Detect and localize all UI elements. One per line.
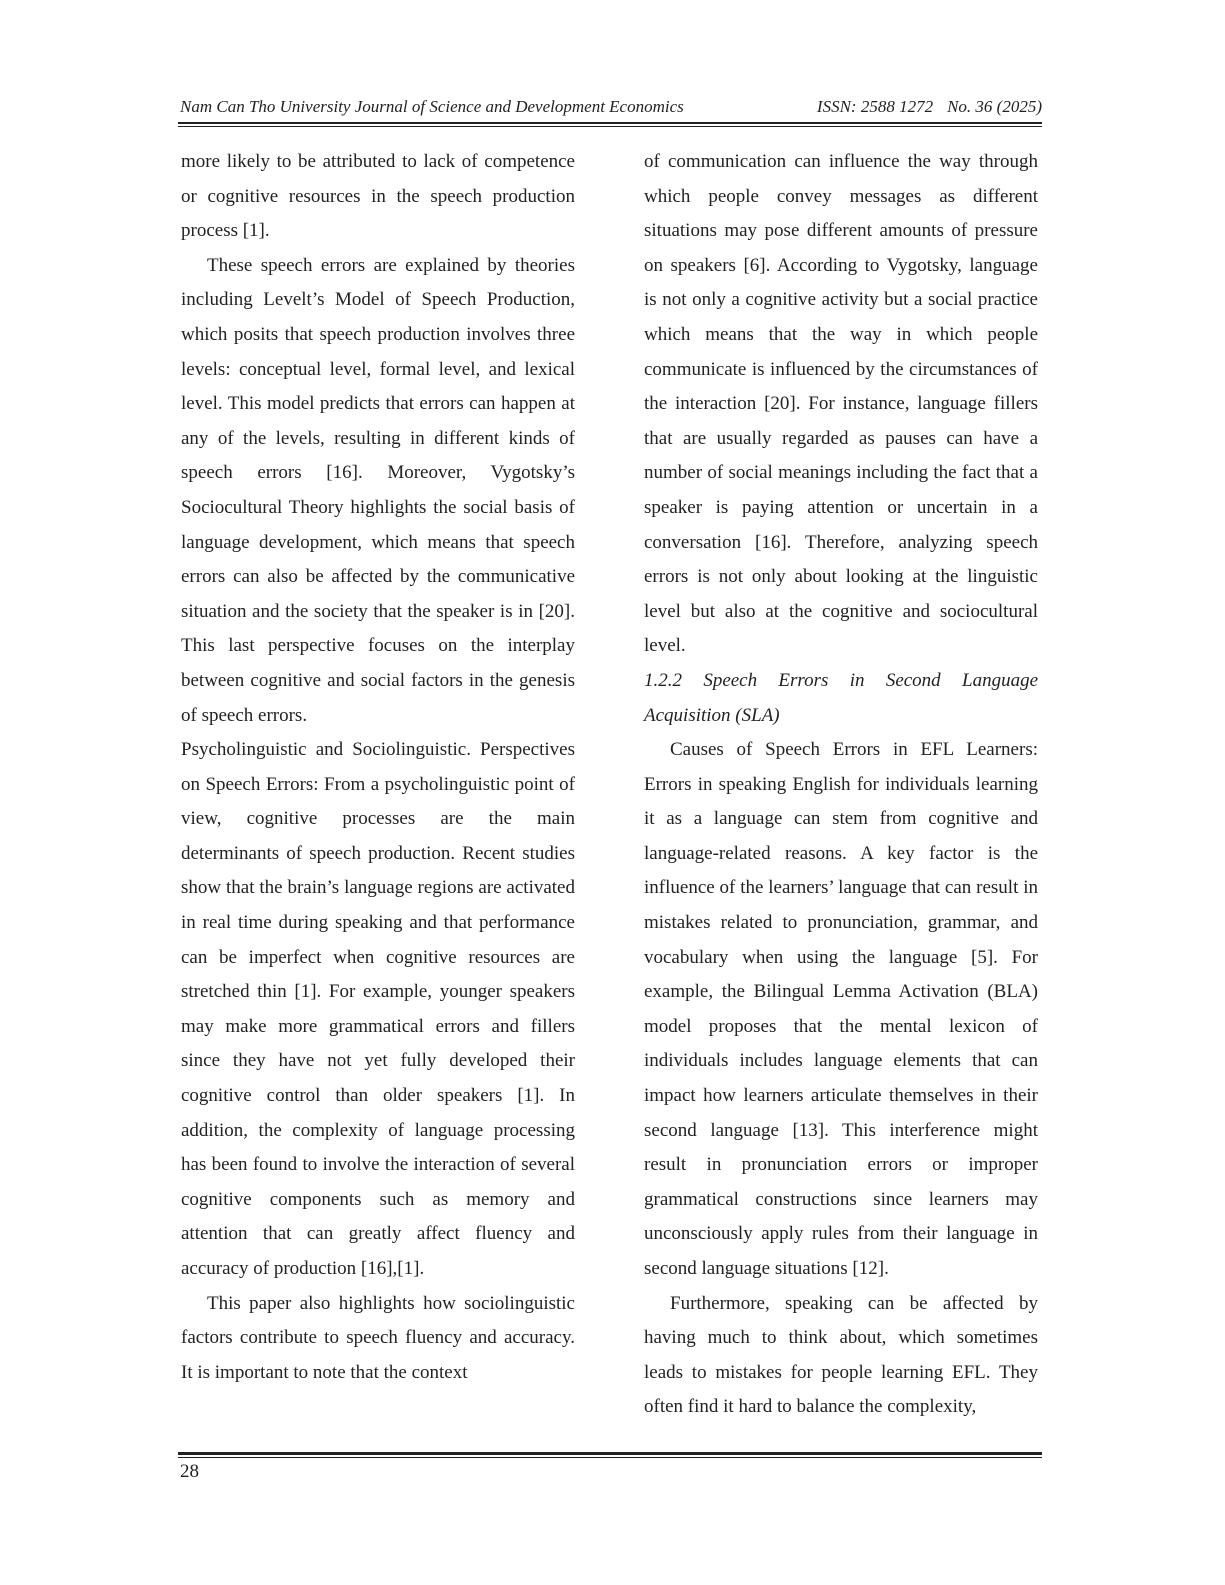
header-rule-thick xyxy=(178,122,1042,124)
footer-rule-thin xyxy=(178,1457,1042,1458)
right-column xyxy=(644,145,1038,1425)
section-heading: 1.2.2 Speech Errors in Second Language Acquisition (SLA) xyxy=(644,669,1038,726)
running-header xyxy=(180,97,1042,121)
header-rule-thin xyxy=(178,126,1042,127)
journal-title: Nam Can Tho University Journal of Science and Development Economics xyxy=(180,97,684,116)
footer-rule-thick xyxy=(178,1452,1042,1455)
paragraph: Causes of Speech Errors in EFL Learners: Errors in speaking English for individuals learning it as a language can stem from cognitive and language-related reasons. A key factor is the influence of the learners’ language that can result in mistakes related to pronunciation, grammar, and vocabulary when using the language [5]. For example, the Bilingual Lemma Activation (BLA) model proposes that the mental lexicon of individuals includes language elements that can impact how learners articulate themselves in their second language [13]. This interference might result in pronunciation errors or improper grammatical constructions since learners may unconsciously apply rules from their language in second language situations [12]. xyxy=(644,739,1038,1279)
paragraph: This paper also highlights how sociolinguistic factors contribute to speech fluency and accuracy. It is important to note that the context xyxy=(181,1292,575,1383)
issn-text: ISSN: 2588 1272 xyxy=(816,97,934,116)
page-number: 28 xyxy=(180,1461,199,1482)
paragraph: Psycholinguistic and Sociolinguistic. Perspectives on Speech Errors: From a psycholinguistic point of view, cognitive processes are the main determinants of speech production. Recent studies show that the brain’s language regions are activated in real time during speaking and that performance can be imperfect when cognitive resources are stretched thin [1]. For example, younger speakers may make more grammatical errors and fillers since they have not yet fully developed their cognitive control than older speakers [1]. In addition, the complexity of language processing has been found to involve the interaction of several cognitive components such as memory and attention that can greatly affect fluency and accuracy of production [16],[1]. xyxy=(181,739,575,1279)
left-column xyxy=(181,145,575,1390)
issue-number: No. 36 (2025) xyxy=(947,97,1042,116)
paragraph: These speech errors are explained by theories including Levelt’s Model of Speech Production, which posits that speech production involves three levels: conceptual level, formal level, and lexical level. This model predicts that errors can happen at any of the levels, resulting in different kinds of speech errors [16]. Moreover, Vygotsky’s Sociocultural Theory highlights the social basis of language development, which means that speech errors can also be affected by the communicative situation and the society that the speaker is in [20]. This last perspective focuses on the interplay between cognitive and social factors in the genesis of speech errors. xyxy=(181,254,575,726)
paragraph: of communication can influence the way through which people convey messages as different situations may pose different amounts of pressure on speakers [6]. According to Vygotsky, language is not only a cognitive activity but a social practice which means that the way in which people communicate is influenced by the circumstances of the interaction [20]. For instance, language fillers that are usually regarded as pauses can have a number of social meanings including the fact that a speaker is paying attention or uncertain in a conversation [16]. Therefore, analyzing speech errors is not only about looking at the linguistic level but also at the cognitive and sociocultural level. xyxy=(644,151,1038,657)
paragraph: Furthermore, speaking can be affected by having much to think about, which sometimes leads to mistakes for people learning EFL. They often find it hard to balance the complexity, xyxy=(644,1292,1038,1418)
paragraph: more likely to be attributed to lack of competence or cognitive resources in the speech production process [1]. xyxy=(181,151,575,242)
issue-info xyxy=(817,97,1042,117)
